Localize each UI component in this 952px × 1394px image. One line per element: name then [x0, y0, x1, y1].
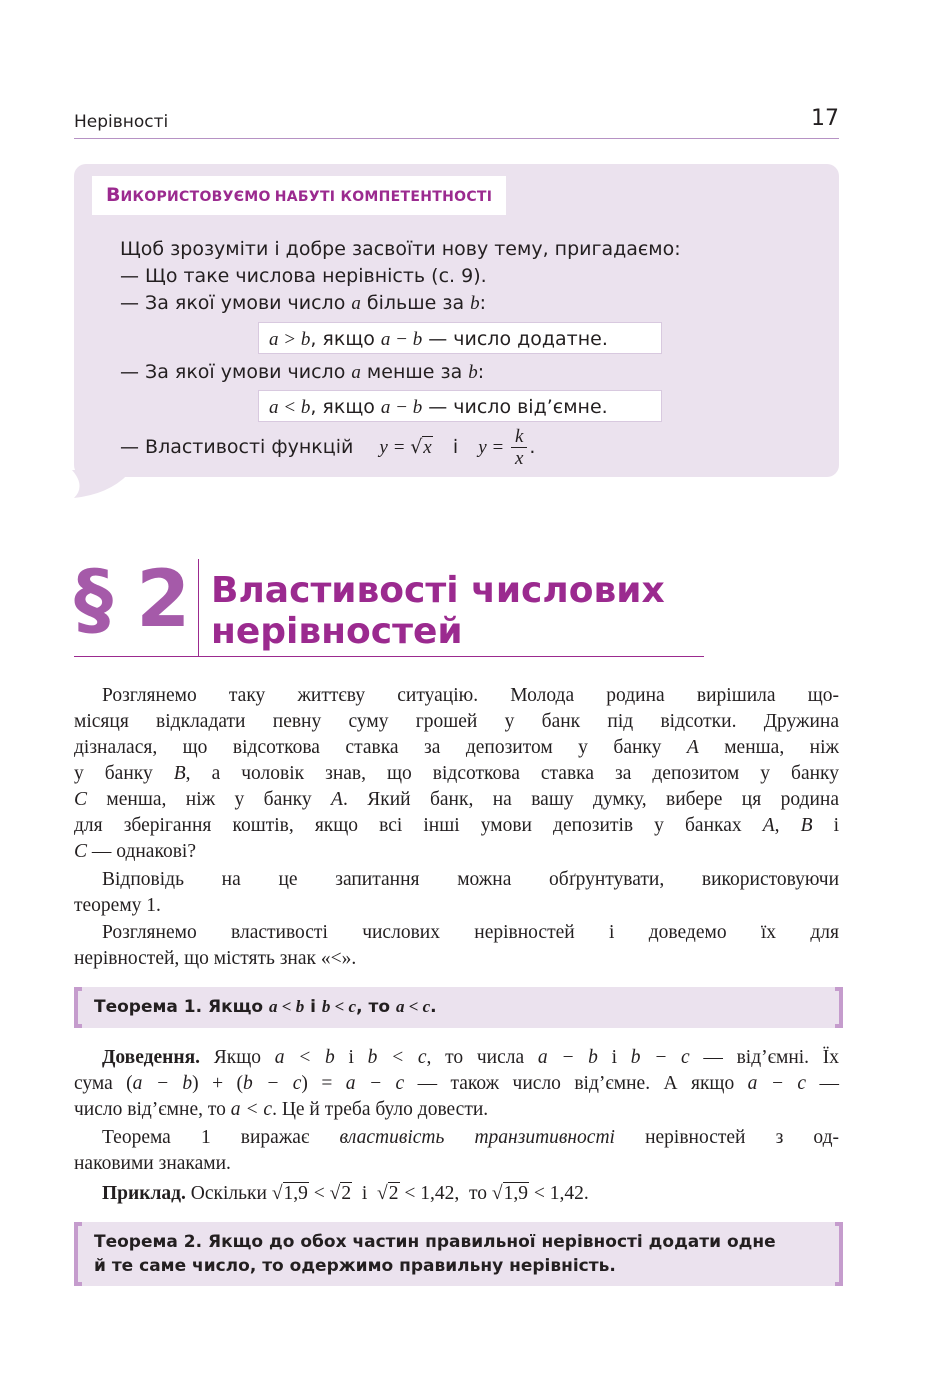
running-section-title: Нерівності	[74, 112, 169, 132]
title-word-1: ИКОРИСТОВУЄМО	[120, 189, 271, 205]
recall-item-2: — За якої умови число a більше за b:	[120, 292, 487, 314]
theorem-2-line-2: й те саме число, то одержимо правильну нерівність.	[94, 1256, 616, 1276]
paragraph-title-line-1: Властивості числових	[211, 570, 665, 611]
competences-box	[74, 164, 839, 477]
sqrt-symbol: √	[491, 1183, 503, 1204]
sqrt-symbol: √	[377, 1183, 388, 1204]
body-line: Відповідь на це запитання можна обґрунтувати, використовуючи	[102, 869, 839, 890]
body-line: Розглянемо властивості числових нерівностей і доведемо їх для	[102, 922, 839, 943]
paragraph-number: § 2	[74, 555, 189, 645]
body-line: у банку B, а чоловік знав, що відсоткова ставка за депозитом у банку	[74, 763, 839, 784]
body-line: Розглянемо таку життєву ситуацію. Молода родина вирішила що-	[102, 685, 839, 706]
theorem-1-text: Теорема 1. Якщо a < b і b < c, то a < c.	[94, 997, 437, 1017]
page-header	[74, 104, 839, 139]
proof-line: Доведення. Якщо a < b і b < c, то числа a − b і b − c — від’ємні. Їх	[102, 1047, 840, 1068]
theorem-2-box	[74, 1222, 843, 1286]
sqrt-symbol: √	[271, 1183, 283, 1204]
recall-item-3: — За якої умови число a менше за b:	[120, 361, 485, 383]
right-bracket	[835, 987, 843, 1028]
sqrt-symbol: √	[329, 1183, 341, 1204]
body-line: нерівностей, що містять знак «<».	[74, 948, 357, 969]
body-line: Теорема 1 виражає властивість транзитивності нерівностей з од-	[102, 1127, 839, 1148]
body-line: наковими знаками.	[74, 1153, 231, 1174]
recall-intro: Щоб зрозуміти і добре засвоїти нову тему, пригадаємо:	[120, 238, 681, 260]
body-line: дізналася, що відсоткова ставка за депозитом у банку A менша, ніж	[74, 737, 839, 758]
rule-box-negative: a < b, якщо a − b — число від’ємне.	[258, 390, 662, 422]
proof-line: число від’ємне, то a < c. Це й треба було довести.	[74, 1099, 489, 1120]
rule-box-positive: a > b, якщо a − b — число додатне.	[258, 322, 662, 354]
page-number: 17	[811, 106, 839, 131]
body-line: місяця відкладати певну суму грошей у банк під відсотки. Дружина	[74, 711, 839, 732]
competences-title	[92, 176, 506, 215]
left-bracket	[74, 987, 82, 1028]
theorem-1-box	[74, 987, 843, 1028]
body-line: для зберігання коштів, якщо всі інші умови депозитів у банках A, B і	[74, 815, 840, 836]
recall-item-1: — Що таке числова нерівність (с. 9).	[120, 265, 487, 287]
left-bracket	[74, 1222, 82, 1286]
fraction-k-over-x: $\frac{k}{x}$	[511, 426, 527, 469]
heading-divider	[198, 559, 199, 657]
sqrt-symbol: √	[410, 436, 423, 458]
proof-line: сума (a − b) + (b − c) = a − c — також число від’ємне. А якщо a − c —	[74, 1073, 839, 1094]
body-line: C менша, ніж у банку A. Який банк, на вашу думку, вибере ця родина	[74, 789, 839, 810]
heading-underline	[74, 656, 704, 657]
paragraph-title-line-2: нерівностей	[211, 611, 463, 652]
body-line: теорему 1.	[74, 895, 161, 916]
recall-item-4: — Властивості функцій y = √x і y = $\frac{k}{x}$ .	[120, 426, 536, 469]
title-initial: В	[106, 184, 121, 206]
example-line: Приклад. Оскільки √1,9 < √2 і √2 < 1,42, то √1,9 < 1,42.	[102, 1183, 589, 1204]
theorem-2-line-1: Теорема 2. Якщо до обох частин правильної нерівності додати одне	[94, 1232, 776, 1252]
title-rest: НАБУТІ КОМПЕТЕНТНОСТІ	[274, 189, 493, 205]
right-bracket	[835, 1222, 843, 1286]
body-line: C — однакові?	[74, 841, 196, 862]
